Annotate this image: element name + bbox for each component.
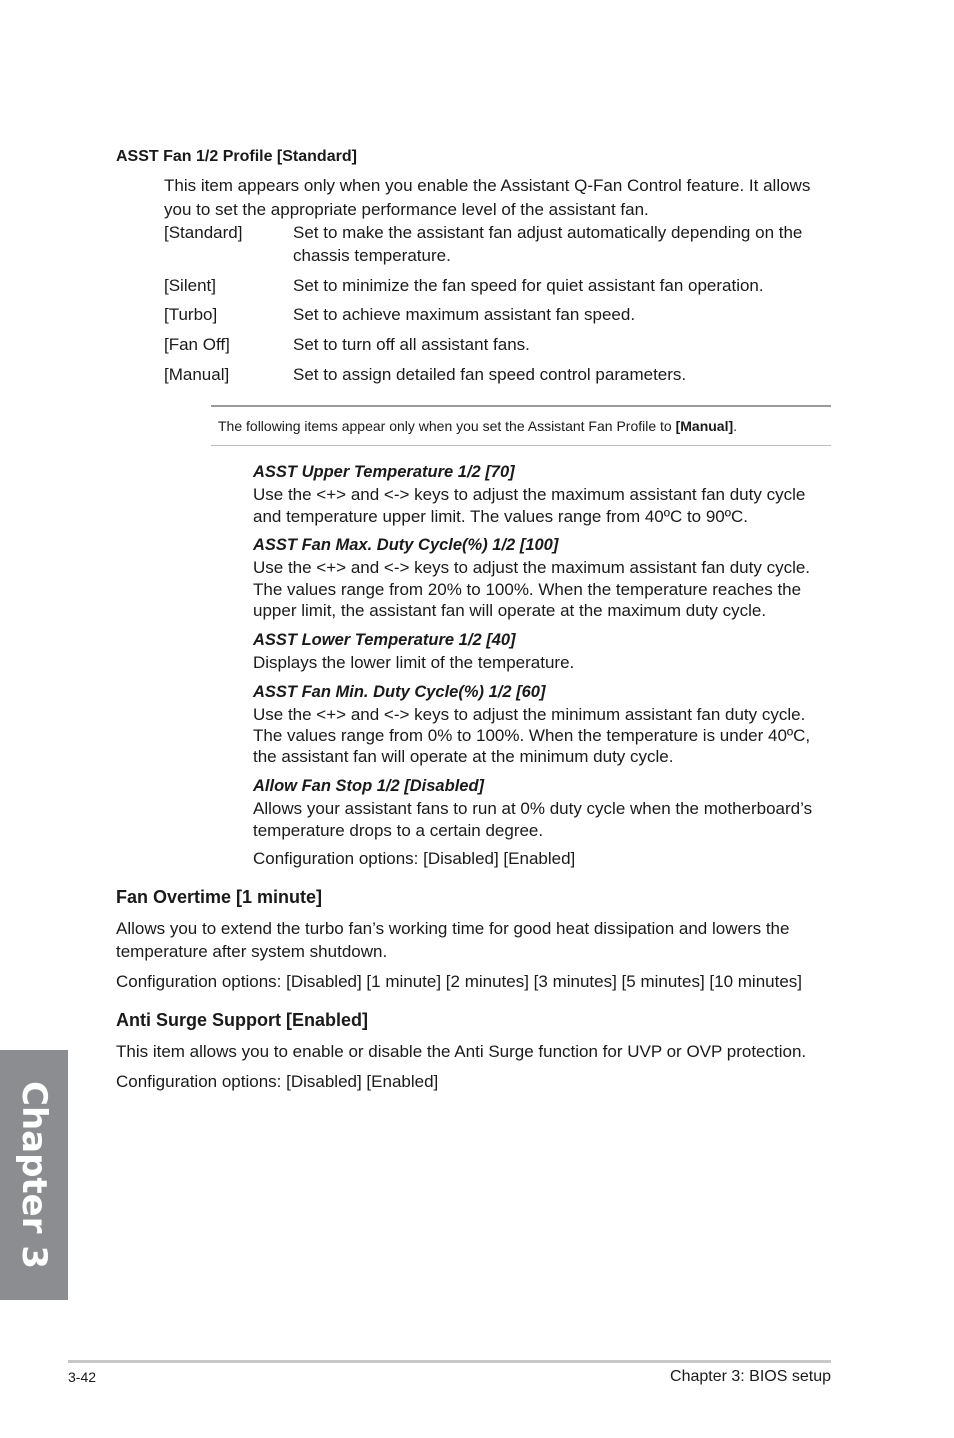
option-key: [Standard] <box>164 223 243 242</box>
chapter-side-tab <box>0 1050 68 1300</box>
item-title: ASST Fan Max. Duty Cycle(%) 1/2 [100] <box>253 536 559 554</box>
option-desc: Set to minimize the fan speed for quiet assistant fan operation. <box>293 276 764 295</box>
option-desc: chassis temperature. <box>293 246 451 265</box>
anti-surge-heading: Anti Surge Support [Enabled] <box>116 1010 368 1030</box>
option-desc: Set to achieve maximum assistant fan speed. <box>293 305 636 324</box>
profile-intro-line1: This item appears only when you enable the Assistant Q-Fan Control feature. It allows <box>164 176 811 195</box>
page-number: 3-42 <box>68 1369 97 1385</box>
item-text: Allows your assistant fans to run at 0% duty cycle when the motherboard’s <box>253 799 813 818</box>
item-config: Configuration options: [Disabled] [Enabled] <box>253 849 576 868</box>
item-text: The values range from 20% to 100%. When the temperature reaches the <box>253 580 802 599</box>
item-text: temperature drops to a certain degree. <box>253 821 544 840</box>
option-key: [Silent] <box>164 276 216 295</box>
option-key: [Manual] <box>164 365 230 384</box>
note-bold: [Manual] <box>675 418 734 434</box>
note <box>218 418 737 434</box>
option-key: [Turbo] <box>164 305 218 324</box>
note-bottom-rule <box>211 445 831 446</box>
footer-chapter: Chapter 3: BIOS setup <box>670 1368 831 1385</box>
overtime-config: Configuration options: [Disabled] [1 minute] [2 minutes] [3 minutes] [5 minutes] [10 minutes] <box>116 972 803 991</box>
item-text: The values range from 0% to 100%. When the temperature is under 40ºC, <box>253 726 811 745</box>
item-title: ASST Lower Temperature 1/2 [40] <box>253 631 516 649</box>
item-title: ASST Fan Min. Duty Cycle(%) 1/2 [60] <box>253 683 546 701</box>
item-text: Displays the lower limit of the temperature. <box>253 653 575 672</box>
option-desc: Set to make the assistant fan adjust automatically depending on the <box>293 223 803 242</box>
anti-surge-config: Configuration options: [Disabled] [Enabled] <box>116 1072 439 1091</box>
overtime-text: temperature after system shutdown. <box>116 942 388 961</box>
item-text: and temperature upper limit. The values range from 40ºC to 90ºC. <box>253 507 748 526</box>
item-text: Use the <+> and <-> keys to adjust the minimum assistant fan duty cycle. <box>253 705 806 724</box>
overtime-text: Allows you to extend the turbo fan’s working time for good heat dissipation and lowers the <box>116 919 790 938</box>
profile-heading: ASST Fan 1/2 Profile [Standard] <box>116 148 357 165</box>
item-text: Use the <+> and <-> keys to adjust the maximum assistant fan duty cycle. <box>253 558 811 577</box>
option-desc: Set to assign detailed fan speed control parameters. <box>293 365 687 384</box>
item-title: ASST Upper Temperature 1/2 [70] <box>253 463 515 481</box>
anti-surge-text: This item allows you to enable or disable the Anti Surge function for UVP or OVP protection. <box>116 1042 807 1061</box>
note-end: . <box>733 418 738 434</box>
option-desc: Set to turn off all assistant fans. <box>293 335 530 354</box>
chapter-side-label: Chapter 3 <box>14 1080 54 1270</box>
item-text: the assistant fan will operate at the minimum duty cycle. <box>253 747 674 766</box>
footer-rule <box>68 1360 831 1363</box>
note-top-rule <box>211 405 831 407</box>
item-title: Allow Fan Stop 1/2 [Disabled] <box>253 777 485 795</box>
item-text: upper limit, the assistant fan will operate at the maximum duty cycle. <box>253 601 767 620</box>
overtime-heading: Fan Overtime [1 minute] <box>116 887 323 907</box>
option-key: [Fan Off] <box>164 335 230 354</box>
item-text: Use the <+> and <-> keys to adjust the maximum assistant fan duty cycle <box>253 485 806 504</box>
note-text: The following items appear only when you set the Assistant Fan Profile to <box>218 418 676 434</box>
profile-intro-line2: you to set the appropriate performance level of the assistant fan. <box>164 200 649 219</box>
